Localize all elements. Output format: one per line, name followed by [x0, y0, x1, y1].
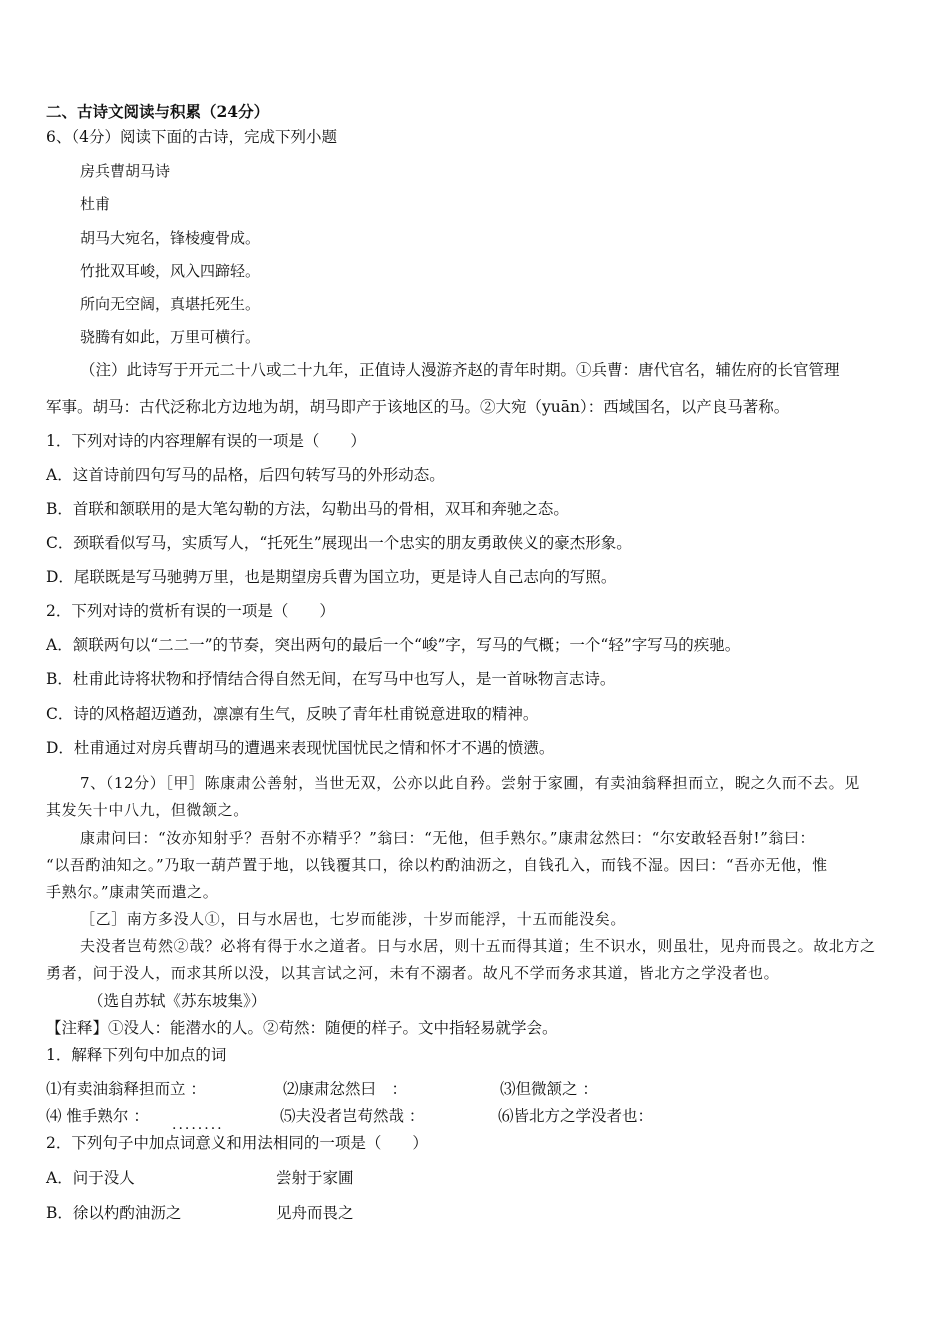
- poem-line: 骁腾有如此，万里可横行。: [80, 328, 261, 346]
- poem-title: 房兵曹胡马诗: [80, 162, 171, 180]
- q6-sub2-stem: 2．下列对诗的赏析有误的一项是（ ）: [46, 602, 335, 620]
- option-a: A．问于没人: [46, 1169, 135, 1187]
- option-a: A．这首诗前四句写马的品格，后四句转写马的外形动态。: [46, 466, 445, 484]
- option-a-compare: 尝射于家圃: [276, 1169, 354, 1187]
- option-a: A．颔联两句以“二二一”的节奏，突出两句的最后一个“峻”字，写马的气概；一个“轻”字写马的疾驰。: [46, 636, 741, 654]
- q7-text: 夫没者岂苟然②哉？必将有得于水之道者。日与水居，则十五而得其道；生不识水，则虽壮，见舟而畏之。故北方之: [80, 937, 876, 955]
- word-item: ⑷ 惟手熟尔 ：: [46, 1107, 149, 1125]
- q7-notes: 【注释】①没人：能潜水的人。②苟然：随便的样子。文中指轻易就学会。: [46, 1019, 558, 1037]
- word-item: ⑹皆北方之学没者也：: [498, 1107, 654, 1125]
- word-item: ⑶但微颔之 ：: [500, 1080, 598, 1098]
- option-c: C．颈联看似写马，实质写人，“托死生”展现出一个忠实的朋友勇敢侠义的豪杰形象。: [46, 534, 632, 552]
- q7-sub2-stem: 2．下列句子中加点词意义和用法相同的一项是（ ）: [46, 1134, 428, 1152]
- q6-intro: 6、（4分）阅读下面的古诗，完成下列小题: [46, 128, 337, 146]
- q7-text: 7、（12分）［甲］陈康肃公善射，当世无双，公亦以此自矜。尝射于家圃，有卖油翁释担而立，睨之久而不去。见: [80, 774, 860, 792]
- option-b: B．徐以杓酌油沥之: [46, 1204, 182, 1222]
- q7-source: （选自苏轼《苏东坡集》）: [88, 992, 267, 1010]
- option-b: B．杜甫此诗将状物和抒情结合得自然无间，在写马中也写人，是一首咏物言志诗。: [46, 670, 616, 688]
- q7-text: 其发矢十中八九，但微颔之。: [46, 801, 249, 819]
- poem-note: 军事。胡马：古代泛称北方边地为胡，胡马即产于该地区的马。②大宛（yuān）：西域国名，以产良马著称。: [46, 398, 790, 416]
- word-item: ⑸夫没者岂苟然哉 ：: [280, 1107, 425, 1125]
- section-title: 二、古诗文阅读与积累（24分）: [46, 102, 270, 121]
- option-c: C．诗的风格超迈遒劲，凛凛有生气，反映了青年杜甫锐意进取的精神。: [46, 705, 539, 723]
- poem-line: 所向无空阔，真堪托死生。: [80, 295, 261, 313]
- q7-text: “以吾酌油知之。”乃取一葫芦置于地，以钱覆其口，徐以杓酌油沥之，自钱孔入，而钱不湿。因曰：“吾亦无他，惟: [46, 856, 828, 874]
- poem-line: 竹批双耳峻，风入四蹄轻。: [80, 262, 261, 280]
- option-d: D．杜甫通过对房兵曹胡马的遭遇来表现忧国忧民之情和怀才不遇的愤懑。: [46, 739, 555, 757]
- poem-note: （注）此诗写于开元二十八或二十九年，正值诗人漫游齐赵的青年时期。①兵曹：唐代官名，辅佐府的长官管理: [80, 361, 840, 379]
- q7-text: 勇者，问于没人，而求其所以没，以其言试之河，未有不溺者。故凡不学而务求其道，皆北方之学没者也。: [46, 964, 780, 982]
- word-item: ⑵康肃忿然曰 ：: [283, 1080, 408, 1098]
- option-d: D．尾联既是写马驰骋万里，也是期望房兵曹为国立功，更是诗人自己志向的写照。: [46, 568, 617, 586]
- q6-sub1-stem: 1．下列对诗的内容理解有误的一项是（ ）: [46, 432, 366, 450]
- poem-line: 胡马大宛名，锋棱瘦骨成。: [80, 229, 261, 247]
- poem-author: 杜甫: [80, 195, 111, 213]
- q7-text: 康肃问曰：“汝亦知射乎？吾射不亦精乎？”翁曰：“无他，但手熟尔。”康肃忿然曰：“尔安敢轻吾射!”翁曰：: [80, 829, 816, 847]
- q7-text: 手熟尔。”康肃笑而遣之。: [46, 883, 219, 901]
- q7-sub1-stem: 1．解释下列句中加点的词: [46, 1046, 227, 1064]
- q7-text: ［乙］南方多没人①，日与水居也，七岁而能涉，十岁而能浮，十五而能没矣。: [80, 910, 627, 928]
- word-item: ⑴有卖油翁释担而立 ：: [46, 1080, 206, 1098]
- emphasis-dots: ........: [172, 1117, 224, 1133]
- option-b: B．首联和颔联用的是大笔勾勒的方法，勾勒出马的骨相，双耳和奔驰之态。: [46, 500, 569, 518]
- option-b-compare: 见舟而畏之: [276, 1204, 354, 1222]
